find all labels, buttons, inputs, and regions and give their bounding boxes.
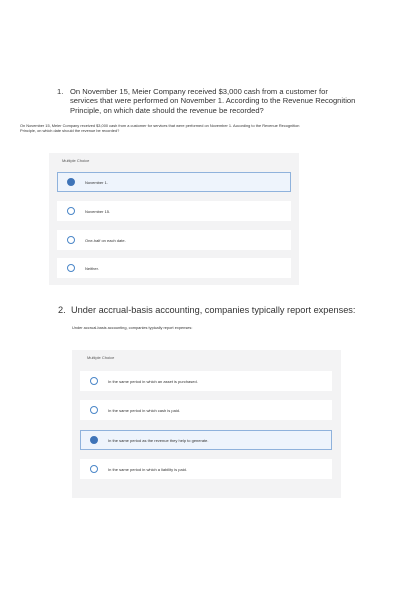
option-label: In the same period in which an asset is purchased. [108, 378, 198, 384]
radio-icon[interactable] [67, 264, 75, 272]
question-2-option-4[interactable] [80, 459, 332, 479]
question-2-option-1[interactable] [80, 371, 332, 391]
radio-icon[interactable] [67, 236, 75, 244]
question-1-option-3[interactable] [57, 230, 291, 250]
option-label: One-half on each date. [85, 237, 126, 243]
radio-selected-icon[interactable] [67, 178, 75, 186]
question-1-choice-panel [49, 153, 299, 285]
question-1-option-1[interactable] [57, 172, 291, 192]
question-2-option-3[interactable] [80, 430, 332, 450]
question-1-heading [57, 87, 357, 115]
question-2-option-2[interactable] [80, 400, 332, 420]
question-1-prompt: On November 15, Meier Company received $3,000 cash from a customer for services that were performed on November 1. According to the Revenue Recognition Principle, on which date should the revenue be recorded? [20, 123, 300, 133]
radio-selected-icon[interactable] [90, 436, 98, 444]
question-1-number: 1. [57, 87, 64, 96]
question-2-heading [58, 305, 358, 316]
option-label: November 1. [85, 179, 108, 185]
option-label: In the same period in which a liability is paid. [108, 466, 187, 472]
question-2-panel-label: Multiple Choice [87, 355, 115, 360]
question-2-number: 2. [58, 305, 66, 315]
question-1-panel-label: Multiple Choice [62, 158, 90, 163]
option-label: In the same period as the revenue they help to generate. [108, 437, 209, 443]
question-2-heading-text: Under accrual-basis accounting, companies typically report expenses: [71, 305, 356, 315]
radio-icon[interactable] [90, 377, 98, 385]
radio-icon[interactable] [67, 207, 75, 215]
question-2-prompt: Under accrual-basis accounting, companies typically report expenses: [72, 325, 193, 330]
question-1-option-2[interactable] [57, 201, 291, 221]
option-label: November 15. [85, 208, 111, 214]
question-1-heading-text: On November 15, Meier Company received $3,000 cash from a customer for services that were performed on November 1. According to the Revenue Recognition Principle, on which date should the revenue be recorded? [70, 87, 356, 115]
option-label: In the same period in which cash is paid. [108, 407, 181, 413]
radio-icon[interactable] [90, 406, 98, 414]
radio-icon[interactable] [90, 465, 98, 473]
option-label: Neither. [85, 265, 99, 271]
question-2-choice-panel [72, 350, 341, 498]
question-1-option-4[interactable] [57, 258, 291, 278]
